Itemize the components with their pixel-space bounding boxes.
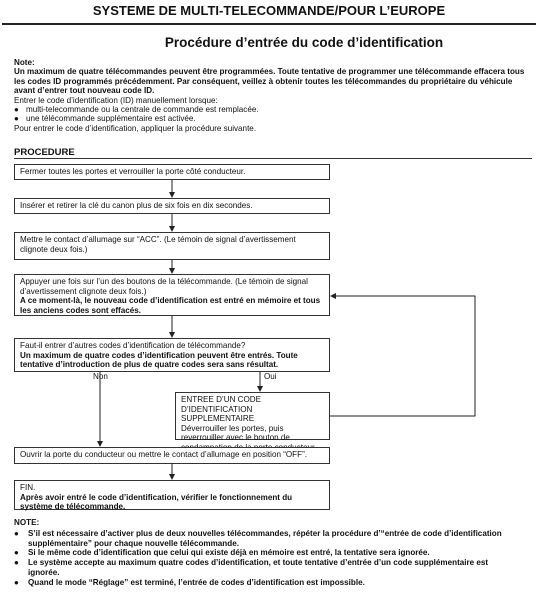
step-4-box: Appuyer une fois sur l’un des boutons de la télécommande. (Le témoin de signal d’avertissement clignote deux fois.) A ce moment-là, le nouveau code d’identification est entré en mémoire et tous les anciens codes sont effacés. (14, 274, 330, 316)
end-box: FIN. Après avoir entré le code d’identification, vérifier le fonctionnement du système de télécommande. (14, 480, 330, 510)
final-note-item: ● Quand le mode “Réglage” est terminé, l’entrée de codes d’identification est impossible. (14, 578, 365, 587)
additional-code-box: ENTREE D’UN CODE D’IDENTIFICATION SUPPLEMENTAIRE Déverrouiller les portes, puis reverrouiller avec le bouton de (175, 392, 330, 440)
page-header: SYSTEME DE MULTI-TELECOMMANDE/POUR L’EUROPE (92, 3, 446, 18)
decision-box: Faut-il entrer d’autres codes d’identification de télécommande? Un maximum de quatre codes d’identification peuvent être entrés. Toute tentative d’introduction de plus de quatre codes sera sans résultat. (14, 338, 330, 372)
bullet-item: ● multi-telecommande ou la centrale de commande est remplacée. (14, 105, 259, 114)
step-1-box: Fermer toutes les portes et verrouiller la porte côté conducteur. (14, 164, 330, 180)
final-note-item: ● S’il est nécessaire d’activer plus de deux nouvelles télécommandes, répéter la procédure d’“entrée de code d’identification supplémentaire” pour chaque nouvelle télécommande. (14, 529, 502, 548)
note-label: Note: (14, 58, 35, 67)
procedure-intro: Pour entrer le code d’identification, appliquer la procédure suivante. (14, 124, 257, 133)
branch-label-non: Non (93, 372, 108, 381)
final-note-label: NOTE: (14, 518, 40, 527)
branch-label-oui: Oui (264, 372, 277, 381)
step-3-box: Mettre le contact d’allumage sur “ACC”. (Le témoin de signal d’avertissement clignote deux fois.) (14, 232, 330, 260)
loop-back-arrow (330, 296, 475, 416)
final-note-item: ● Si le même code d’identification que celui qui existe déjà en mémoire est entré, la tentative sera ignorée. (14, 548, 430, 557)
step-7-box: Ouvrir la porte du conducteur ou mettre le contact d’allumage en position “OFF”. (14, 447, 330, 464)
step-2-box: Insérer et retirer la clé du canon plus de six fois en dix secondes. (14, 198, 330, 214)
bullet-item: ● une télécommande supplémentaire est activée. (14, 114, 196, 123)
final-note-item: ● Le système accepte au maximum quatre codes d’identification, et toute tentative d’entrée d’un code supplémentaire est ignorée. (14, 558, 489, 577)
procedure-label: PROCEDURE (14, 147, 75, 158)
procedure-title: Procédure d’entrée du code d’identification (164, 35, 444, 50)
note-body: Un maximum de quatre télécommandes peuvent être programmées. Toute tentative de programmer une télécommande effacera tous les codes ID programmés précédemment. Par conséquent, veillez à obtenir toutes les télécommandes du propriétaire du véhicule avant d’entrer tout nouveau code ID. (14, 67, 525, 96)
enter-line: Entrer le code d’identification (ID) manuellement lorsque: (14, 96, 218, 105)
